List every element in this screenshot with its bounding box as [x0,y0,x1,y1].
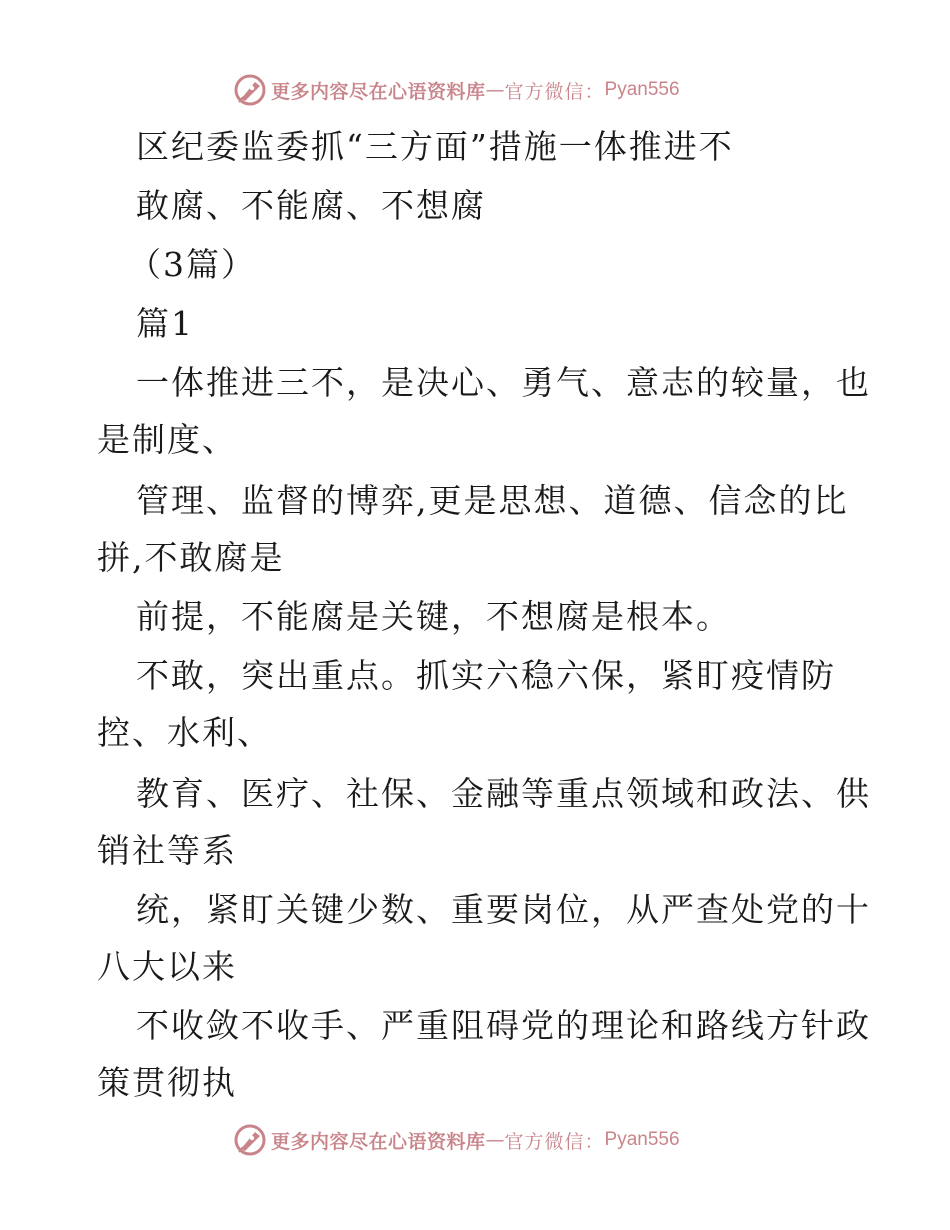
paragraph-line: 前提，不能腐是关键，不想腐是根本。 [136,597,731,636]
section-heading: 篇1 [136,304,194,343]
paragraph-line: 八大以来 [97,947,237,986]
subtitle-count: （3篇） [128,245,256,284]
paragraph-line: 策贯彻执 [97,1063,237,1102]
banner-wechat-id: Pyan556 [604,1129,680,1150]
paragraph-line: 一体推进三不，是决心、勇气、意志的较量，也 [136,363,871,402]
paragraph-line: 教育、医疗、社保、金融等重点领域和政法、供 [136,774,871,813]
paragraph-line: 拼,不敢腐是 [97,538,285,577]
banner-dash: — [485,79,505,101]
paragraph-line: 管理、监督的博弈,更是思想、道德、信念的比 [136,481,849,520]
paragraph-line: 销社等系 [97,831,237,870]
pen-nib-logo-icon [233,1123,267,1157]
paragraph-line: 不收敛不收手、严重阻碍党的理论和路线方针政 [136,1006,871,1045]
paragraph-line: 控、水利、 [97,713,272,752]
title-line-2: 敢腐、不能腐、不想腐 [136,186,486,225]
banner-dash: — [485,1129,505,1151]
banner-wechat-id: Pyan556 [604,79,680,100]
banner-title: 更多内容尽在心语资料库 [271,1130,486,1153]
title-line-1: 区纪委监委抓“三方面”措施一体推进不 [136,127,734,166]
paragraph-line: 统，紧盯关键少数、重要岗位，从严查处党的十 [136,890,871,929]
banner-wechat-label: 官方微信： [504,1130,605,1153]
header-banner [233,72,680,108]
banner-title: 更多内容尽在心语资料库 [271,80,486,103]
footer-banner [233,1122,680,1158]
paragraph-line: 不敢，突出重点。抓实六稳六保，紧盯疫情防 [136,656,836,695]
banner-wechat-label: 官方微信： [504,80,605,103]
paragraph-line: 是制度、 [97,420,237,459]
pen-nib-logo-icon [233,73,267,107]
